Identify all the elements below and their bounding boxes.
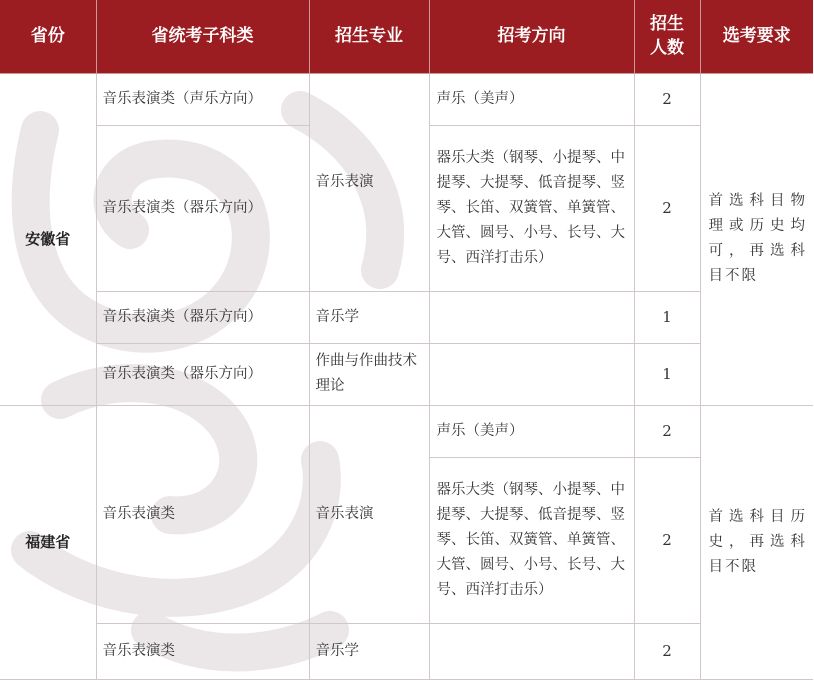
count-cell: 1 [634,291,700,343]
header-subject-type: 省统考子科类 [96,0,309,73]
subject-cell: 音乐表演类 [96,405,309,623]
subject-cell: 音乐表演类（声乐方向） [96,73,309,125]
subject-cell: 音乐表演类（器乐方向） [96,125,309,291]
count-cell: 2 [634,623,700,679]
header-requirement: 选考要求 [700,0,813,73]
count-cell: 2 [634,73,700,125]
table-row [0,291,813,343]
major-cell: 音乐表演 [309,73,429,291]
header-count-line2: 人数 [650,38,684,59]
header-province: 省份 [0,0,96,73]
requirement-cell: 首选科目历史，再选科目不限 [700,405,813,679]
table-row [0,343,813,405]
direction-cell [429,623,634,679]
major-cell: 音乐学 [309,623,429,679]
count-cell: 2 [634,457,700,623]
count-cell: 1 [634,343,700,405]
header-count [634,0,700,73]
table-row [0,405,813,457]
major-cell: 音乐学 [309,291,429,343]
requirement-cell: 首选科目物理或历史均可，再选科目不限 [700,73,813,405]
direction-cell: 器乐大类（钢琴、小提琴、中提琴、大提琴、低音提琴、竖琴、长笛、双簧管、单簧管、大管、圆号、小号、长号、大号、西洋打击乐） [429,457,634,623]
subject-cell: 音乐表演类（器乐方向） [96,343,309,405]
direction-cell: 声乐（美声） [429,73,634,125]
table-row [0,623,813,679]
table-row [0,73,813,125]
count-cell: 2 [634,125,700,291]
direction-cell: 声乐（美声） [429,405,634,457]
subject-cell: 音乐表演类（器乐方向） [96,291,309,343]
direction-cell: 器乐大类（钢琴、小提琴、中提琴、大提琴、低音提琴、竖琴、长笛、双簧管、单簧管、大管、圆号、小号、长号、大号、西洋打击乐） [429,125,634,291]
count-cell: 2 [634,405,700,457]
header-count-line1: 招生 [650,14,684,35]
province-cell: 福建省 [0,405,96,679]
major-cell: 音乐表演 [309,405,429,623]
province-cell: 安徽省 [0,73,96,405]
direction-cell [429,343,634,405]
header-direction: 招考方向 [429,0,634,73]
header-row [0,0,813,73]
major-cell: 作曲与作曲技术理论 [309,343,429,405]
header-major: 招生专业 [309,0,429,73]
subject-cell: 音乐表演类 [96,623,309,679]
direction-cell [429,291,634,343]
